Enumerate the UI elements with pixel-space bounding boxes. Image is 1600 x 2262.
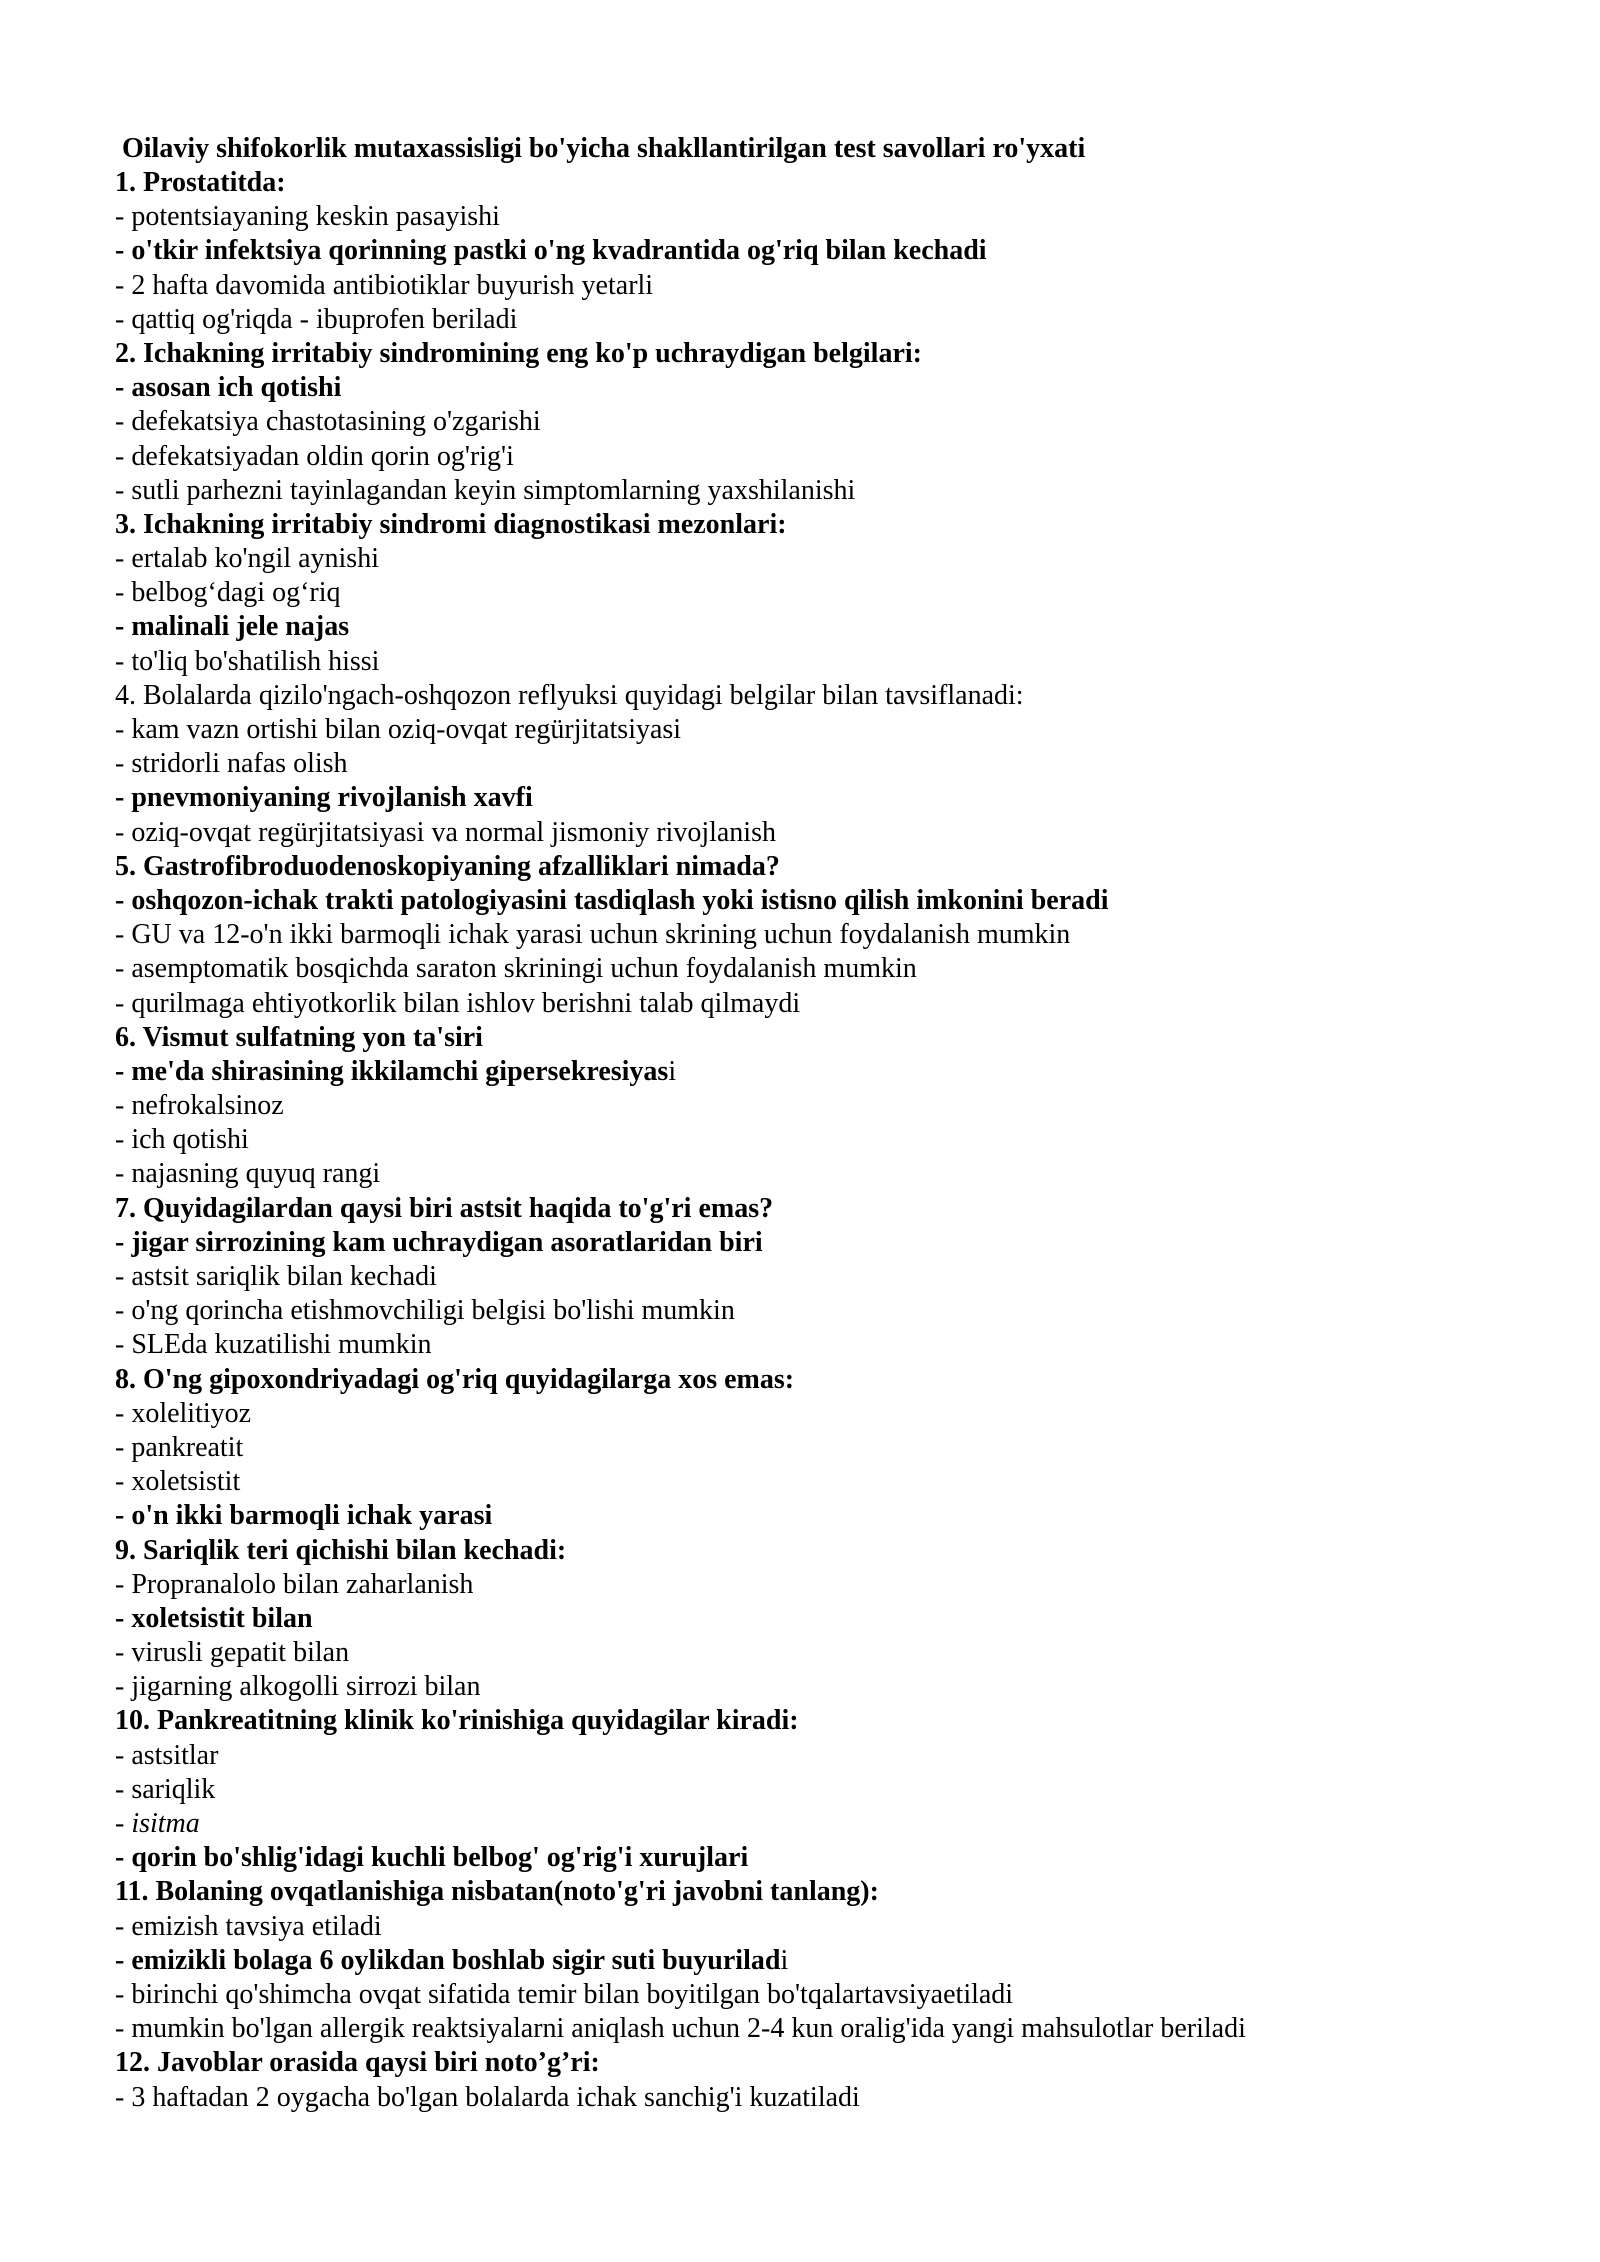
answer-option — [115, 781, 1535, 815]
answer-option — [115, 1739, 1535, 1773]
option-text: - belbog‘dagi og‘riq — [115, 577, 341, 609]
option-text: - 3 haftadan 2 oygacha bo'lgan bolalarda ichak sanchig'i kuzatiladi — [115, 2081, 860, 2113]
question-line — [115, 1534, 1535, 1568]
answer-option — [115, 1157, 1535, 1191]
question-line — [115, 1875, 1535, 1909]
answer-option — [115, 1944, 1535, 1978]
option-text: - oziq-ovqat regürjitatsiyasi va normal jismoniy rivojlanish — [115, 816, 776, 848]
option-text: - o'tkir infektsiya qorinning pastki o'ng kvadrantida og'riq bilan kechadi — [115, 235, 987, 267]
question-list — [115, 166, 1535, 2115]
option-text: - najasning quyuq rangi — [115, 1158, 381, 1190]
answer-option — [115, 713, 1535, 747]
option-text: - qattiq og'riqda - ibuprofen beriladi — [115, 303, 518, 335]
answer-option — [115, 371, 1535, 405]
answer-option — [115, 1841, 1535, 1875]
option-text: - o'ng qorincha etishmovchiligi belgisi bo'lishi mumkin — [115, 1295, 735, 1327]
option-text: - sutli parhezni tayinlagandan keyin simptomlarning yaxshilanishi — [115, 474, 856, 506]
question-text: 5. Gastrofibroduodenoskopiyaning afzalliklari nimada? — [115, 850, 780, 882]
answer-option — [115, 1773, 1535, 1807]
answer-option — [115, 576, 1535, 610]
option-text: - SLEda kuzatilishi mumkin — [115, 1329, 432, 1361]
option-text: - mumkin bo'lgan allergik reaktsiyalarni aniqlash uchun 2-4 kun oralig'ida yangi mahsulotlar beriladi — [115, 2013, 1246, 2045]
answer-option — [115, 2081, 1535, 2115]
question-line — [115, 850, 1535, 884]
answer-option — [115, 542, 1535, 576]
question-line — [115, 1192, 1535, 1226]
question-text: 9. Sariqlik teri qichishi bilan kechadi: — [115, 1534, 567, 1566]
option-text: - 2 hafta davomida antibiotiklar buyurish yetarli — [115, 269, 654, 301]
option-text: - Propranalolo bilan zaharlanish — [115, 1568, 474, 1600]
option-text: - pnevmoniyaning rivojlanish xavfi — [115, 782, 533, 814]
question-line — [115, 166, 1535, 200]
answer-option — [115, 1328, 1535, 1362]
option-text: - virusli gepatit bilan — [115, 1637, 350, 1669]
option-text-tail: i — [780, 1944, 789, 1976]
answer-option — [115, 1568, 1535, 1602]
option-text: - emizish tavsiya etiladi — [115, 1910, 382, 1942]
answer-option — [115, 610, 1535, 644]
option-text: - potentsiayaning keskin pasayishi — [115, 201, 500, 233]
option-text: - sariqlik — [115, 1773, 216, 1805]
option-text: - astsit sariqlik bilan kechadi — [115, 1261, 437, 1292]
question-line — [115, 1363, 1535, 1397]
option-text: - ich qotishi — [115, 1124, 249, 1156]
option-text: - kam vazn ortishi bilan oziq-ovqat regürjitatsiyasi — [115, 714, 682, 745]
answer-option — [115, 1465, 1535, 1499]
question-text: 12. Javoblar orasida qaysi biri noto’g’ri: — [115, 2047, 600, 2079]
question-text: 6. Vismut sulfatning yon ta'siri — [115, 1021, 483, 1053]
answer-option — [115, 1636, 1535, 1670]
answer-option — [115, 1499, 1535, 1533]
answer-option — [115, 1226, 1535, 1260]
answer-option — [115, 1978, 1535, 2012]
answer-option — [115, 816, 1535, 850]
option-text: - malinali jele najas — [115, 611, 350, 643]
option-text: - qorin bo'shlig'idagi kuchli belbog' og'rig'i xurujlari — [115, 1842, 749, 1874]
option-text-tail: i — [668, 1055, 677, 1087]
option-text: - asosan ich qotishi — [115, 372, 342, 404]
answer-option — [115, 234, 1535, 268]
option-text: - astsitlar — [115, 1739, 219, 1771]
answer-option — [115, 1431, 1535, 1465]
question-text: 10. Pankreatitning klinik ko'rinishiga quyidagilar kiradi: — [115, 1705, 799, 1737]
question-line — [115, 1704, 1535, 1738]
answer-option — [115, 1910, 1535, 1944]
answer-option — [115, 645, 1535, 679]
question-line — [115, 337, 1535, 371]
option-text: - jigar sirrozining kam uchraydigan asoratlaridan biri — [115, 1226, 763, 1258]
answer-option — [115, 884, 1535, 918]
option-text: - defekatsiyadan oldin qorin og'rig'i — [115, 440, 514, 472]
option-text: - GU va 12-o'n ikki barmoqli ichak yarasi uchun skrining uchun foydalanish mumkin — [115, 919, 1071, 951]
option-text: - isitma — [115, 1808, 200, 1839]
answer-option — [115, 1397, 1535, 1431]
option-text: - me'da shirasining ikkilamchi gipersekresiyas — [115, 1055, 669, 1087]
option-text: - qurilmaga ehtiyotkorlik bilan ishlov berishni talab qilmaydi — [115, 987, 801, 1019]
question-text: 7. Quyidagilardan qaysi biri astsit haqida to'g'ri emas? — [115, 1192, 774, 1224]
answer-option — [115, 405, 1535, 439]
option-text: - to'liq bo'shatilish hissi — [115, 645, 380, 677]
question-text: 4. Bolalarda qizilo'ngach-oshqozon reflyuksi quyidagi belgilar bilan tavsiflanadi: — [115, 679, 1024, 711]
answer-option — [115, 1670, 1535, 1704]
question-text: 11. Bolaning ovqatlanishiga nisbatan(noto'g'ri javobni tanlang): — [115, 1876, 879, 1908]
question-line — [115, 508, 1535, 542]
question-text: 3. Ichakning irritabiy sindromi diagnostikasi mezonlari: — [115, 508, 787, 540]
answer-option — [115, 1055, 1535, 1089]
question-line — [115, 1021, 1535, 1055]
answer-option — [115, 200, 1535, 234]
option-text: - asemptomatik bosqichda saraton skriningi uchun foydalanish mumkin — [115, 953, 917, 985]
answer-option — [115, 303, 1535, 337]
option-text: - nefrokalsinoz — [115, 1090, 284, 1122]
answer-option — [115, 1123, 1535, 1157]
question-text: 2. Ichakning irritabiy sindromining eng ko'p uchraydigan belgilari: — [115, 337, 922, 369]
answer-option — [115, 440, 1535, 474]
answer-option — [115, 474, 1535, 508]
option-text: - emizikli bolaga 6 oylikdan boshlab sigir suti buyurilad — [115, 1944, 781, 1976]
option-text: - xoletsistit bilan — [115, 1602, 313, 1634]
option-text: - xoletsistit — [115, 1466, 241, 1498]
answer-option — [115, 1294, 1535, 1328]
option-text: - birinchi qo'shimcha ovqat sifatida temir bilan boyitilgan bo'tqalartavsiyaetiladi — [115, 1978, 1014, 2010]
option-text: - stridorli nafas olish — [115, 748, 348, 780]
answer-option — [115, 747, 1535, 781]
option-text: - oshqozon-ichak trakti patologiyasini tasdiqlash yoki istisno qilish imkonini beradi — [115, 884, 1109, 916]
option-text: - xolelitiyoz — [115, 1397, 252, 1429]
answer-option — [115, 952, 1535, 986]
answer-option — [115, 987, 1535, 1021]
answer-option — [115, 1260, 1535, 1294]
document-title: Oilaviy shifokorlik mutaxassisligi bo'yicha shakllantirilgan test savollari ro'yxati — [122, 133, 1086, 164]
option-text: - ertalab ko'ngil aynishi — [115, 543, 379, 575]
question-line — [115, 679, 1535, 713]
answer-option — [115, 269, 1535, 303]
option-text: - defekatsiya chastotasining o'zgarishi — [115, 406, 541, 438]
answer-option — [115, 2012, 1535, 2046]
answer-option — [115, 1602, 1535, 1636]
option-text: - jigarning alkogolli sirrozi bilan — [115, 1671, 481, 1703]
question-text: 1. Prostatitda: — [115, 167, 286, 198]
option-text: - o'n ikki barmoqli ichak yarasi — [115, 1500, 493, 1532]
answer-option — [115, 1807, 1535, 1841]
question-line — [115, 2046, 1535, 2080]
answer-option — [115, 1089, 1535, 1123]
option-text: - pankreatit — [115, 1431, 244, 1463]
question-text: 8. O'ng gipoxondriyadagi og'riq quyidagilarga xos emas: — [115, 1363, 795, 1395]
answer-option — [115, 918, 1535, 952]
